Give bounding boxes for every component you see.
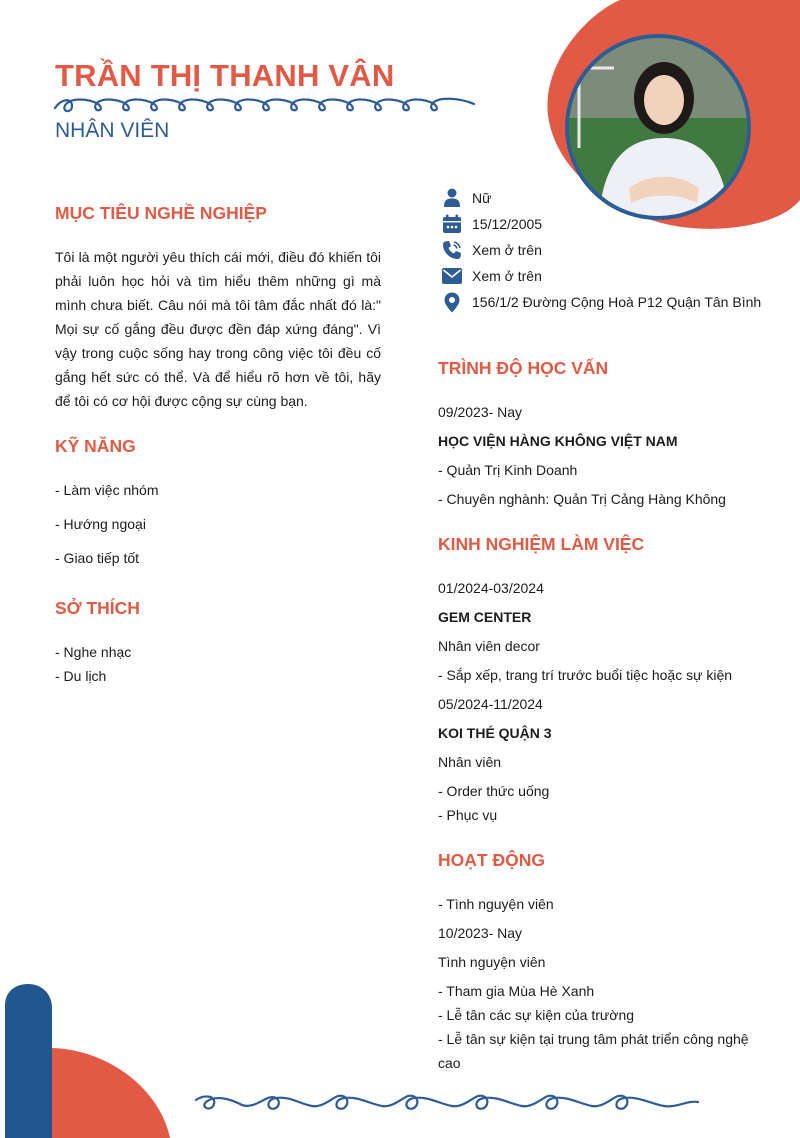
- activity-period: 10/2023- Nay: [438, 925, 523, 941]
- job-line: - Phục vụ: [438, 807, 498, 823]
- location-icon: [440, 291, 464, 313]
- bottom-left-blue-shape: [5, 984, 52, 1138]
- skills-heading: KỸ NĂNG: [55, 436, 136, 456]
- activity-line: - Lễ tân các sự kiện của trường: [438, 1007, 635, 1023]
- activity-intro: - Tình nguyện viên: [438, 896, 554, 912]
- job-period: 05/2024-11/2024: [438, 696, 543, 712]
- education-line: - Chuyên nghành: Quản Trị Cảng Hàng Không: [438, 491, 726, 507]
- skill-item: - Giao tiếp tốt: [55, 550, 140, 566]
- mail-icon: [440, 265, 464, 287]
- job-line: - Sắp xếp, trang trí trước buổi tiệc hoặc sự kiện: [438, 667, 733, 683]
- candidate-position: NHÂN VIÊN: [55, 119, 170, 142]
- birthday-value: 15/12/2005: [472, 216, 543, 232]
- education-heading: TRÌNH ĐỘ HỌC VẤN: [438, 358, 609, 378]
- contact-address: [440, 291, 761, 313]
- job-company: GEM CENTER: [438, 609, 532, 625]
- profile-photo: [565, 34, 751, 220]
- hobby-item: - Du lịch: [55, 668, 107, 684]
- education-school: HỌC VIỆN HÀNG KHÔNG VIỆT NAM: [438, 433, 678, 449]
- job-period: 01/2024-03/2024: [438, 580, 544, 596]
- hobbies-heading: SỞ THÍCH: [55, 598, 140, 618]
- activity-role: Tình nguyện viên: [438, 954, 546, 970]
- address-value: 156/1/2 Đường Cộng Hoà P12 Quận Tân Bình: [472, 294, 762, 310]
- activities-heading: HOẠT ĐỘNG: [438, 850, 545, 870]
- skill-item: - Làm việc nhóm: [55, 482, 159, 498]
- candidate-name: TRẦN THỊ THANH VÂN: [55, 58, 395, 93]
- contact-email: [440, 265, 542, 287]
- education-period: 09/2023- Nay: [438, 404, 523, 420]
- education-line: - Quản Trị Kinh Doanh: [438, 462, 578, 478]
- job-line: - Order thức uống: [438, 783, 550, 799]
- phone-value: Xem ở trên: [472, 242, 542, 258]
- contact-phone: [440, 239, 542, 261]
- contact-birthday: [440, 213, 542, 235]
- objective-heading: MỤC TIÊU NGHỀ NGHIỆP: [55, 203, 267, 223]
- bottom-left-orange-shape: [52, 1048, 170, 1138]
- skill-item: - Hướng ngoại: [55, 516, 146, 532]
- objective-text: Tôi là một người yêu thích cái mới, điều đó khiến tôi phải luôn học hỏi và tìm hiểu thêm những gì mà mình chưa biết. Câu nói mà tôi tâm đắc nhất đó là:" Mọi sự cố gắng đều được đền đáp xứng đáng". Vì vậy trong cuộc sống hay trong công việc tôi đều cố gắng hết sức có thể. Và để hiểu rõ hơn về tôi, hãy để tôi có cơ hội được cộng sự cùng bạn.: [55, 249, 381, 409]
- job-role: Nhân viên: [438, 754, 502, 770]
- job-role: Nhân viên decor: [438, 638, 540, 654]
- user-icon: [440, 187, 464, 209]
- job-company: KOI THÉ QUẬN 3: [438, 725, 552, 741]
- experience-heading: KINH NGHIỆM LÀM VIỆC: [438, 534, 645, 554]
- activity-line: - Lễ tân sự kiện tại trung tâm phát triển công nghệ cao: [438, 1031, 749, 1071]
- gender-value: Nữ: [472, 190, 492, 206]
- activity-line: - Tham gia Mùa Hè Xanh: [438, 983, 595, 999]
- calendar-icon: [440, 213, 464, 235]
- hobby-item: - Nghe nhạc: [55, 644, 132, 660]
- footer-squiggle: [196, 1096, 698, 1109]
- email-value: Xem ở trên: [472, 268, 542, 284]
- phone-icon: [440, 239, 464, 261]
- profile-photo-illustration: [569, 38, 747, 216]
- title-squiggle: [55, 99, 474, 111]
- contact-gender: [440, 187, 491, 209]
